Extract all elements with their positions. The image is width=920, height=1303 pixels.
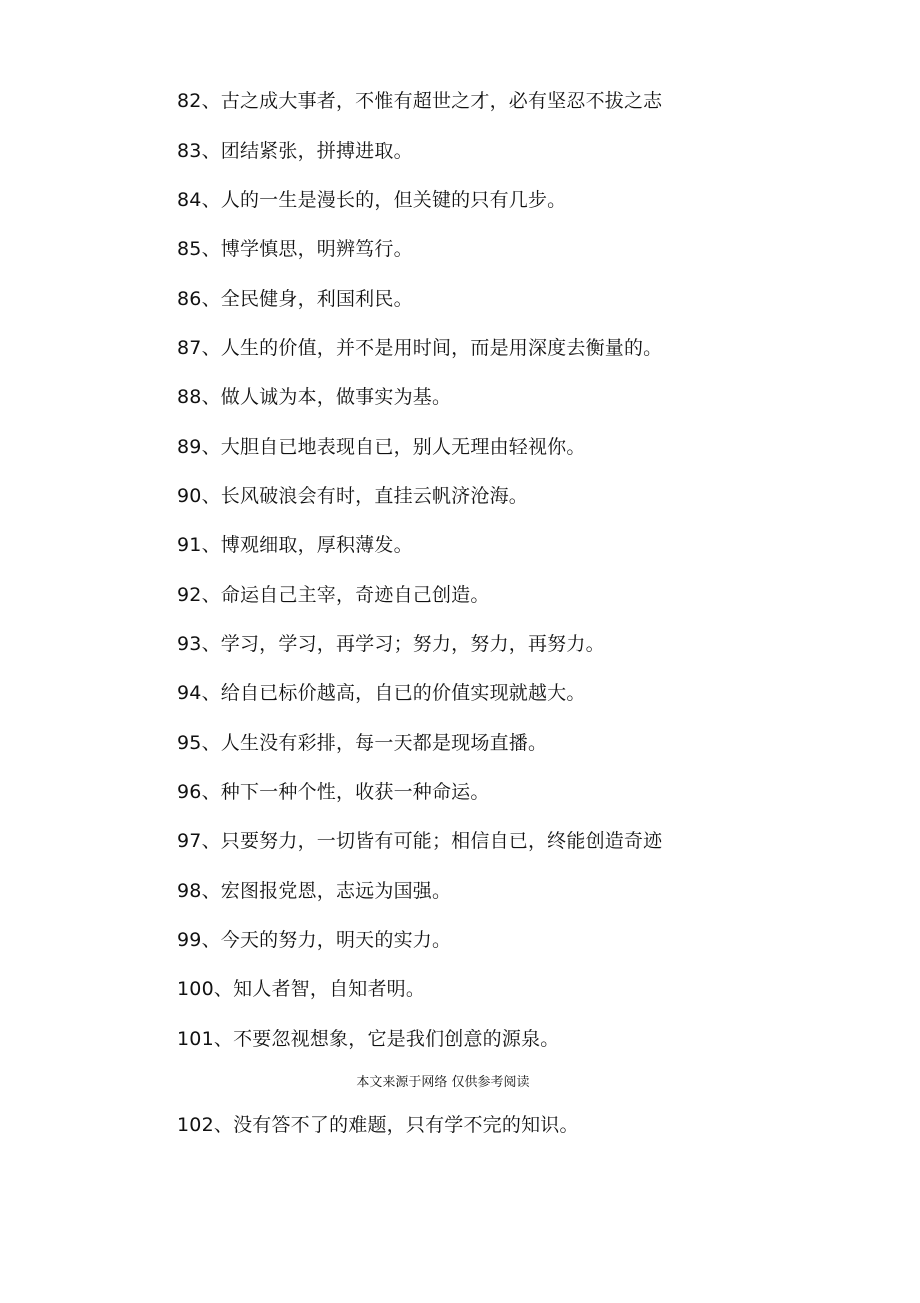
quote-line: 91、博观细取，厚积薄发。 <box>177 534 413 556</box>
quote-line: 99、今天的努力，明天的实力。 <box>177 929 452 951</box>
quote-line: 98、宏图报党恩，志远为国强。 <box>177 880 452 902</box>
quote-line: 89、大胆自已地表现自已，别人无理由轻视你。 <box>177 436 586 458</box>
quote-line: 90、长风破浪会有时，直挂云帆济沧海。 <box>177 485 528 507</box>
quote-line: 93、学习，学习，再学习；努力，努力，再努力。 <box>177 633 605 655</box>
quote-line: 92、命运自己主宰，奇迹自己创造。 <box>177 584 490 606</box>
quote-line: 102、没有答不了的难题，只有学不完的知识。 <box>177 1114 579 1136</box>
source-note: 本文来源于网络 仅供参考阅读 <box>356 1075 530 1090</box>
quote-line: 97、只要努力，一切皆有可能；相信自已，终能创造奇迹 <box>177 830 663 852</box>
quote-line: 101、不要忽视想象，它是我们创意的源泉。 <box>177 1028 560 1050</box>
quote-line: 84、人的一生是漫长的，但关键的只有几步。 <box>177 189 567 211</box>
quote-line: 94、给自已标价越高，自已的价值实现就越大。 <box>177 682 586 704</box>
quote-line: 82、古之成大事者，不惟有超世之才，必有坚忍不拔之志 <box>177 90 663 112</box>
quote-line: 95、人生没有彩排，每一天都是现场直播。 <box>177 732 548 754</box>
quote-line: 85、博学慎思，明辨笃行。 <box>177 238 413 260</box>
quote-line: 86、全民健身，利国利民。 <box>177 288 413 310</box>
quote-line: 88、做人诚为本，做事实为基。 <box>177 386 452 408</box>
quote-line: 100、知人者智，自知者明。 <box>177 978 426 1000</box>
quote-line: 96、种下一种个性，收获一种命运。 <box>177 781 490 803</box>
quote-line: 83、团结紧张，拼搏进取。 <box>177 140 413 162</box>
quote-line: 87、人生的价值，并不是用时间，而是用深度去衡量的。 <box>177 337 663 359</box>
